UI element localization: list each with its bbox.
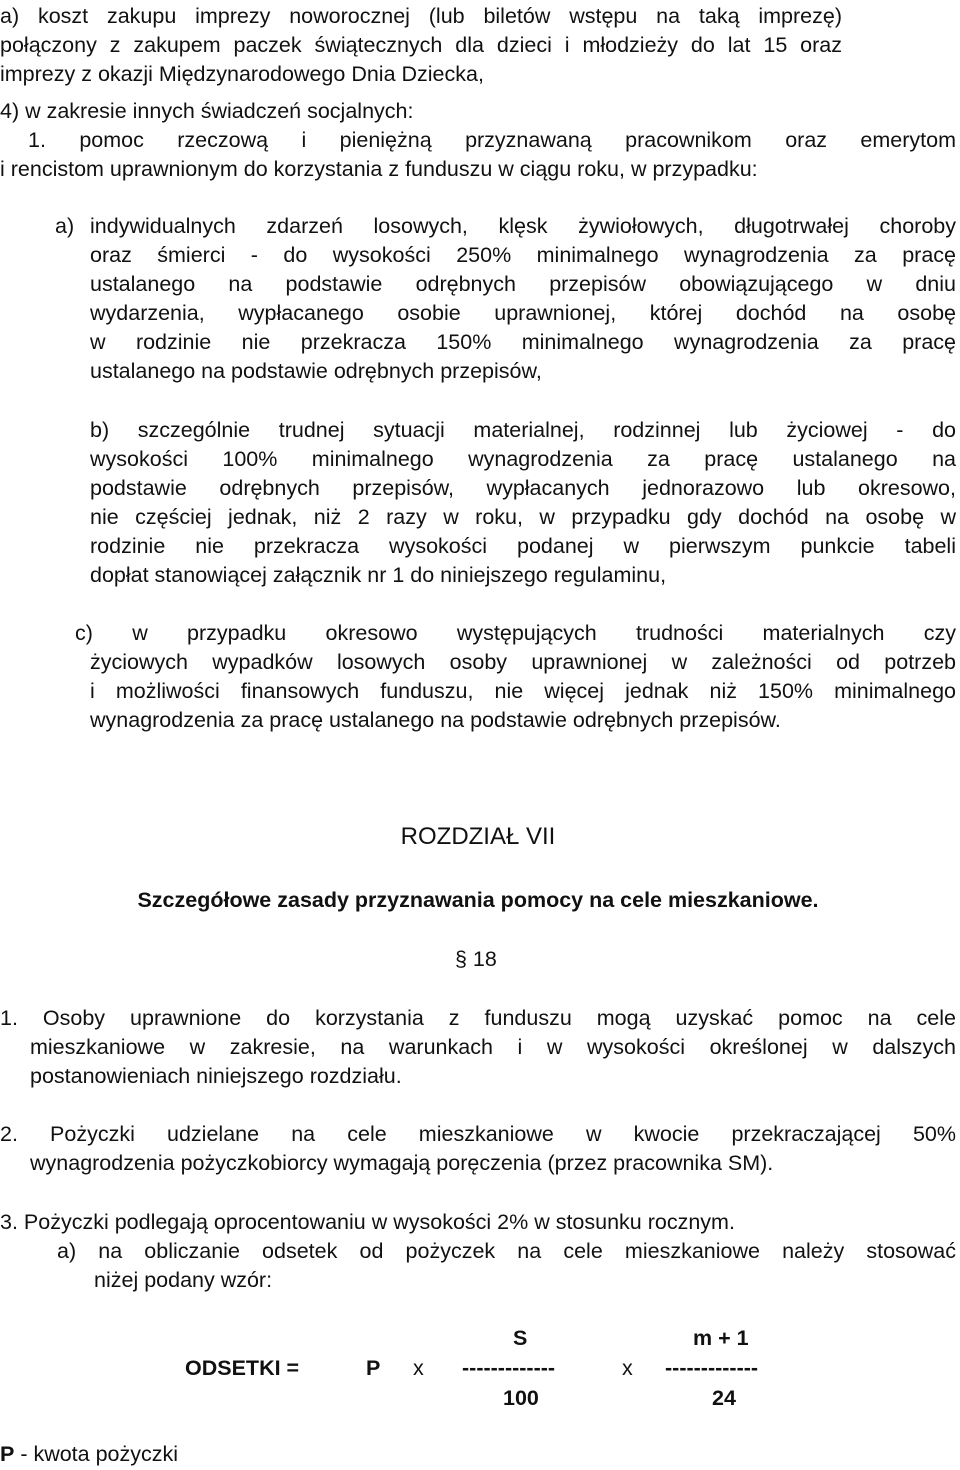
text-line: b) szczególnie trudnej sytuacji materialnej, rodzinnej lub życiowej - do: [90, 418, 956, 442]
text-line: niżej podany wzór:: [94, 1268, 273, 1292]
text-line: wynagrodzenia pożyczkobiorcy wymagają poręczenia (przez pracownika SM).: [30, 1151, 774, 1175]
text-line: wysokości 100% minimalnego wynagrodzenia za pracę ustalanego na: [90, 447, 956, 471]
text-line: mieszkaniowe w zakresie, na warunkach i w wysokości określonej w dalszych: [30, 1035, 956, 1059]
text-line: w rodzinie nie przekracza 150% minimalnego wynagrodzenia za pracę: [90, 330, 956, 354]
text-line: a) na obliczanie odsetek od pożyczek na cele mieszkaniowe należy stosować: [57, 1239, 956, 1263]
formula-times-1: x: [413, 1356, 424, 1380]
text-line: i możliwości finansowych funduszu, nie więcej jednak niż 150% minimalnego: [90, 679, 956, 703]
point-1-paragraph: [0, 126, 956, 184]
formula-label: ODSETKI =: [185, 1356, 300, 1380]
item-4-line: 4) w zakresie innych świadczeń socjalnych:: [0, 99, 414, 123]
chapter-title: Szczegółowe zasady przyznawania pomocy na cele mieszkaniowe.: [137, 888, 819, 912]
sub-b-paragraph: [90, 416, 956, 590]
text-line: 2. Pożyczki udzielane na cele mieszkaniowe w kwocie przekraczającej 50%: [0, 1122, 956, 1146]
text-line: i rencistom uprawnionym do korzystania z funduszu w ciągu roku, w przypadku:: [0, 157, 758, 181]
section-number: § 18: [455, 947, 497, 971]
text-line: połączony z zakupem paczek świątecznych dla dzieci i młodzieży do lat 15 oraz: [0, 33, 842, 57]
formula-numerator-m: m + 1: [693, 1326, 749, 1350]
text-line: 1. pomoc rzeczową i pieniężną przyznawaną pracownikom oraz emerytom: [28, 128, 956, 152]
formula-fraction-bar-1: -------------: [462, 1356, 556, 1380]
text-line: rodzinie nie przekracza wysokości podanej w pierwszym punkcie tabeli: [90, 534, 956, 558]
text-line: nie częściej jednak, niż 2 razy w roku, w przypadku gdy dochód na osobę w: [90, 505, 956, 529]
text-line: wydarzenia, wypłacanego osobie uprawnionej, której dochód na osobę: [90, 301, 956, 325]
text-line: dopłat stanowiącej załącznik nr 1 do niniejszego regulaminu,: [90, 563, 667, 587]
para-3-line: 3. Pożyczki podlegają oprocentowaniu w wysokości 2% w stosunku rocznym.: [0, 1210, 735, 1234]
item-a-paragraph: [0, 2, 842, 89]
formula-p: P: [366, 1356, 381, 1380]
para-2: [0, 1120, 956, 1178]
formula-fraction-bar-2: -------------: [665, 1356, 759, 1380]
para-1: [0, 1004, 956, 1091]
text-line: ustalanego na podstawie odrębnych przepisów,: [90, 359, 542, 383]
text-line: postanowieniach niniejszego rozdziału.: [30, 1064, 402, 1088]
sub-a-paragraph: [90, 212, 956, 386]
text-line: oraz śmierci - do wysokości 250% minimalnego wynagrodzenia za pracę: [90, 243, 956, 267]
formula-numerator-s: S: [513, 1326, 528, 1350]
legend-symbol: P: [0, 1442, 15, 1466]
formula-denominator-24: 24: [712, 1386, 736, 1410]
text-line: c) w przypadku okresowo występujących trudności materialnych czy: [75, 621, 956, 645]
text-line: podstawie odrębnych przepisów, wypłacanych jednorazowo lub okresowo,: [90, 476, 956, 500]
sub-a-label: a): [55, 214, 75, 238]
para-3-sub-a: [57, 1237, 956, 1295]
formula-times-2: x: [622, 1356, 633, 1380]
formula-denominator-100: 100: [503, 1386, 539, 1410]
text-line: imprezy z okazji Międzynarodowego Dnia Dziecka,: [0, 62, 484, 86]
text-line: a) koszt zakupu imprezy noworocznej (lub biletów wstępu na taką imprezę): [0, 4, 842, 28]
legend-text: - kwota pożyczki: [14, 1442, 179, 1466]
text-line: życiowych wypadków losowych osoby uprawnionej w zależności od potrzeb: [90, 650, 956, 674]
formula-legend: [0, 1440, 178, 1469]
text-line: 1. Osoby uprawnione do korzystania z funduszu mogą uzyskać pomoc na cele: [0, 1006, 956, 1030]
text-line: ustalanego na podstawie odrębnych przepisów obowiązującego w dniu: [90, 272, 956, 296]
text-line: indywidualnych zdarzeń losowych, klęsk żywiołowych, długotrwałej choroby: [90, 214, 956, 238]
sub-c-paragraph: [75, 619, 956, 735]
chapter-heading: ROZDZIAŁ VII: [400, 823, 556, 850]
text-line: wynagrodzenia za pracę ustalanego na podstawie odrębnych przepisów.: [90, 708, 781, 732]
